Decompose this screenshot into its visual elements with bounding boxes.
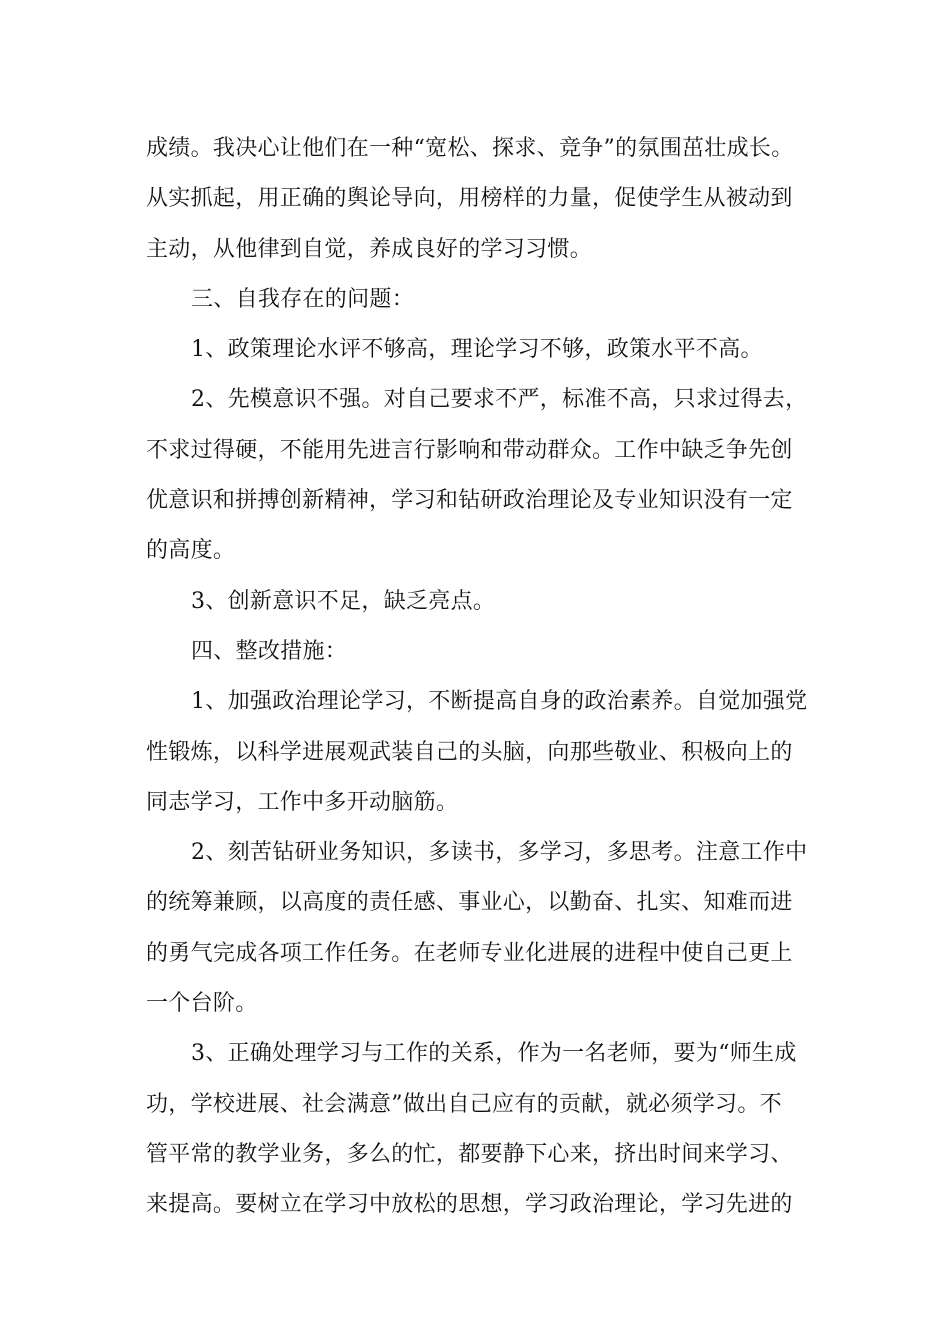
text-line: 一个台阶。: [146, 991, 258, 1017]
text-line: 来提高。要树立在学习中放松的思想，学习政治理论，学习先进的: [146, 1192, 793, 1218]
text-line: 主动，从他律到自觉，养成良好的学习习惯。: [146, 236, 593, 262]
text-line: 不求过得硬，不能用先进言行影响和带动群众。工作中缺乏争先创: [146, 437, 793, 463]
text-line: 1、政策理论水评不够高，理论学习不够，政策水平不高。: [191, 337, 763, 363]
text-line: 1、加强政治理论学习，不断提高自身的政治素养。自觉加强党: [191, 689, 808, 715]
text-line: 性锻炼，以科学进展观武装自己的头脑，向那些敬业、积极向上的: [146, 739, 793, 765]
section-heading: 四、整改措施：: [191, 638, 348, 664]
document-body: [146, 124, 816, 1231]
text-line: 2、刻苦钻研业务知识，多读书，多学习，多思考。注意工作中: [191, 840, 808, 866]
text-line: 同志学习，工作中多开动脑筋。: [146, 789, 459, 815]
text-line: 功，学校进展、社会满意”做出自己应有的贡献，就必须学习。不: [146, 1091, 782, 1117]
text-line: 3、正确处理学习与工作的关系，作为一名老师，要为“师生成: [191, 1041, 797, 1067]
text-line: 的统筹兼顾，以高度的责任感、事业心，以勤奋、扎实、知难而进: [146, 890, 793, 916]
text-line: 管平常的教学业务，多么的忙，都要静下心来，挤出时间来学习、: [146, 1141, 793, 1167]
text-line: 的勇气完成各项工作任务。在老师专业化进展的进程中使自己更上: [146, 940, 793, 966]
text-line: 2、先模意识不强。对自己要求不严，标准不高，只求过得去，: [191, 387, 808, 413]
text-line: 优意识和拼搏创新精神，学习和钻研政治理论及专业知识没有一定: [146, 488, 793, 514]
text-line: 的高度。: [146, 538, 236, 564]
text-line: 成绩。我决心让他们在一种“宽松、探求、竞争”的氛围茁壮成长。: [146, 136, 794, 161]
section-heading: 三、自我存在的问题：: [191, 286, 415, 312]
text-line: 从实抓起，用正确的舆论导向，用榜样的力量，促使学生从被动到: [146, 186, 793, 212]
text-line: 3、创新意识不足，缺乏亮点。: [191, 588, 496, 614]
